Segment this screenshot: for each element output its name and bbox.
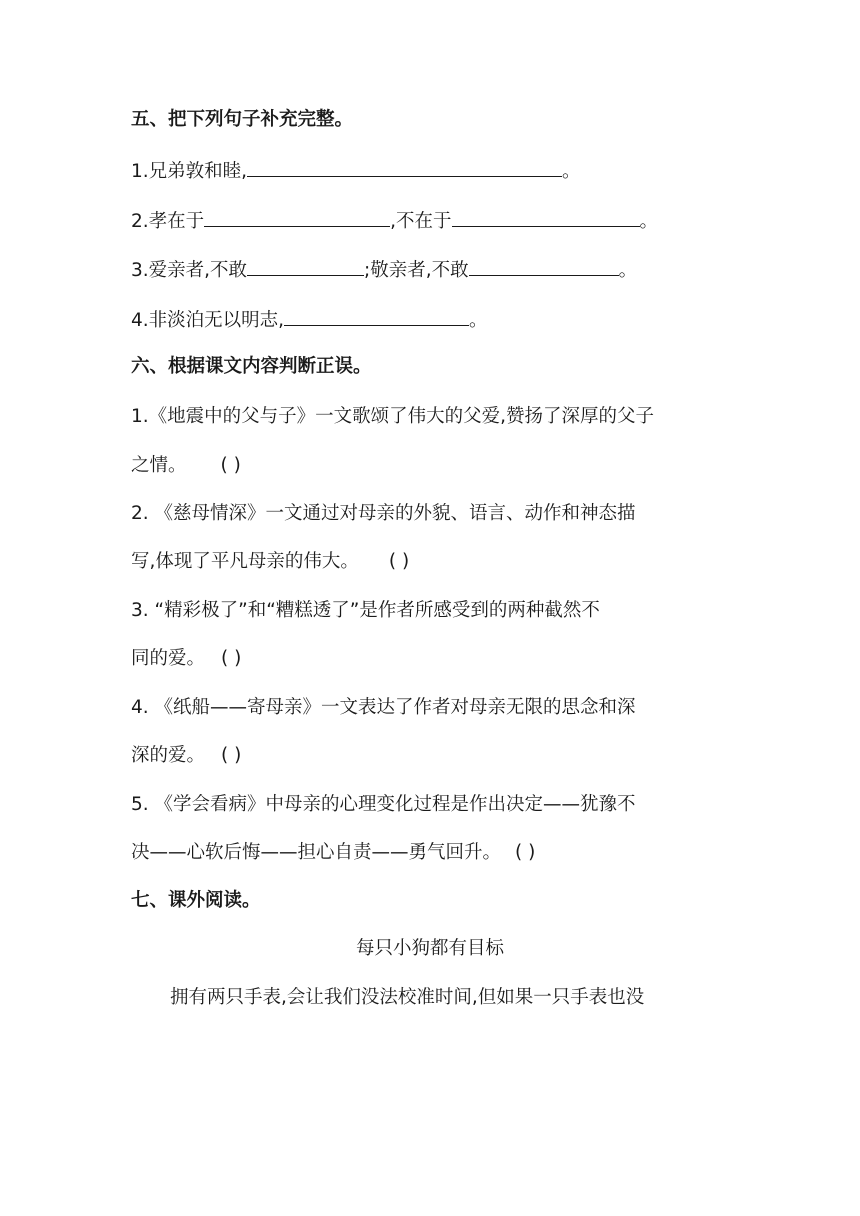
judge-item-1-line2 (131, 454, 241, 478)
fill-item-2-end: 。 (639, 211, 659, 232)
reading-title: 每只小狗都有目标 (355, 938, 504, 959)
answer-blank[interactable] (247, 257, 364, 276)
section-7-heading: 七、课外阅读。 (131, 890, 261, 911)
fill-item-4 (131, 307, 488, 333)
judge-item-3-line2 (131, 647, 241, 671)
fill-item-4-text: 4.非淡泊无以明志, (131, 310, 285, 331)
section-5-heading: 五、把下列句子补充完整。 (131, 109, 354, 130)
judge-item-2-line2 (131, 550, 409, 574)
answer-parentheses[interactable]: ( ) (220, 455, 241, 476)
fill-item-2 (131, 208, 658, 234)
fill-item-1-end: 。 (562, 161, 581, 182)
answer-parentheses[interactable]: ( ) (515, 842, 536, 863)
judge-item-1-text: 之情。 (131, 455, 187, 476)
judge-item-5-line1: 5. 《学会看病》中母亲的心理变化过程是作出决定——犹豫不 (131, 794, 636, 815)
answer-parentheses[interactable]: ( ) (388, 551, 410, 572)
answer-blank[interactable] (247, 158, 562, 177)
fill-item-4-end: 。 (469, 310, 488, 331)
section-6-heading: 六、根据课文内容判断正误。 (131, 356, 372, 377)
judge-item-2-line1: 2. 《慈母情深》一文通过对母亲的外貌、语言、动作和神态描 (131, 503, 636, 524)
fill-item-3-text: 3.爱亲者,不敢 (131, 260, 248, 281)
judge-item-4-line2 (131, 744, 241, 768)
answer-blank[interactable] (204, 208, 390, 227)
judge-item-5-line2 (131, 841, 535, 865)
judge-item-3-text: 同的爱。 (131, 648, 206, 669)
judge-item-4-text: 深的爱。 (131, 745, 206, 766)
judge-item-5-text: 决——心软后悔——担心自责——勇气回升。 (131, 842, 502, 863)
fill-item-3-end: 。 (618, 260, 638, 281)
judge-item-1-line1: 1.《地震中的父与子》一文歌颂了伟大的父爱,赞扬了深厚的父子 (131, 406, 655, 427)
fill-item-3-mid: ;敬亲者,不敢 (364, 260, 469, 281)
fill-item-2-mid: ,不在于 (390, 211, 452, 232)
fill-item-3 (131, 257, 637, 283)
judge-item-4-line1: 4. 《纸船——寄母亲》一文表达了作者对母亲无限的思念和深 (131, 697, 636, 718)
fill-item-1-text: 1.兄弟敦和睦, (131, 161, 248, 182)
reading-paragraph: 拥有两只手表,会让我们没法校准时间,但如果一只手表也没 (170, 987, 645, 1008)
fill-item-2-text: 2.孝在于 (131, 211, 205, 232)
answer-parentheses[interactable]: ( ) (221, 745, 242, 766)
answer-blank[interactable] (469, 257, 619, 276)
answer-blank[interactable] (452, 208, 640, 227)
judge-item-3-line1: 3. “精彩极了”和“糟糕透了”是作者所感受到的两种截然不 (131, 600, 600, 621)
answer-parentheses[interactable]: ( ) (221, 648, 242, 669)
fill-item-1 (131, 158, 581, 184)
judge-item-2-text: 写,体现了平凡母亲的伟大。 (131, 551, 359, 572)
answer-blank[interactable] (284, 307, 469, 326)
